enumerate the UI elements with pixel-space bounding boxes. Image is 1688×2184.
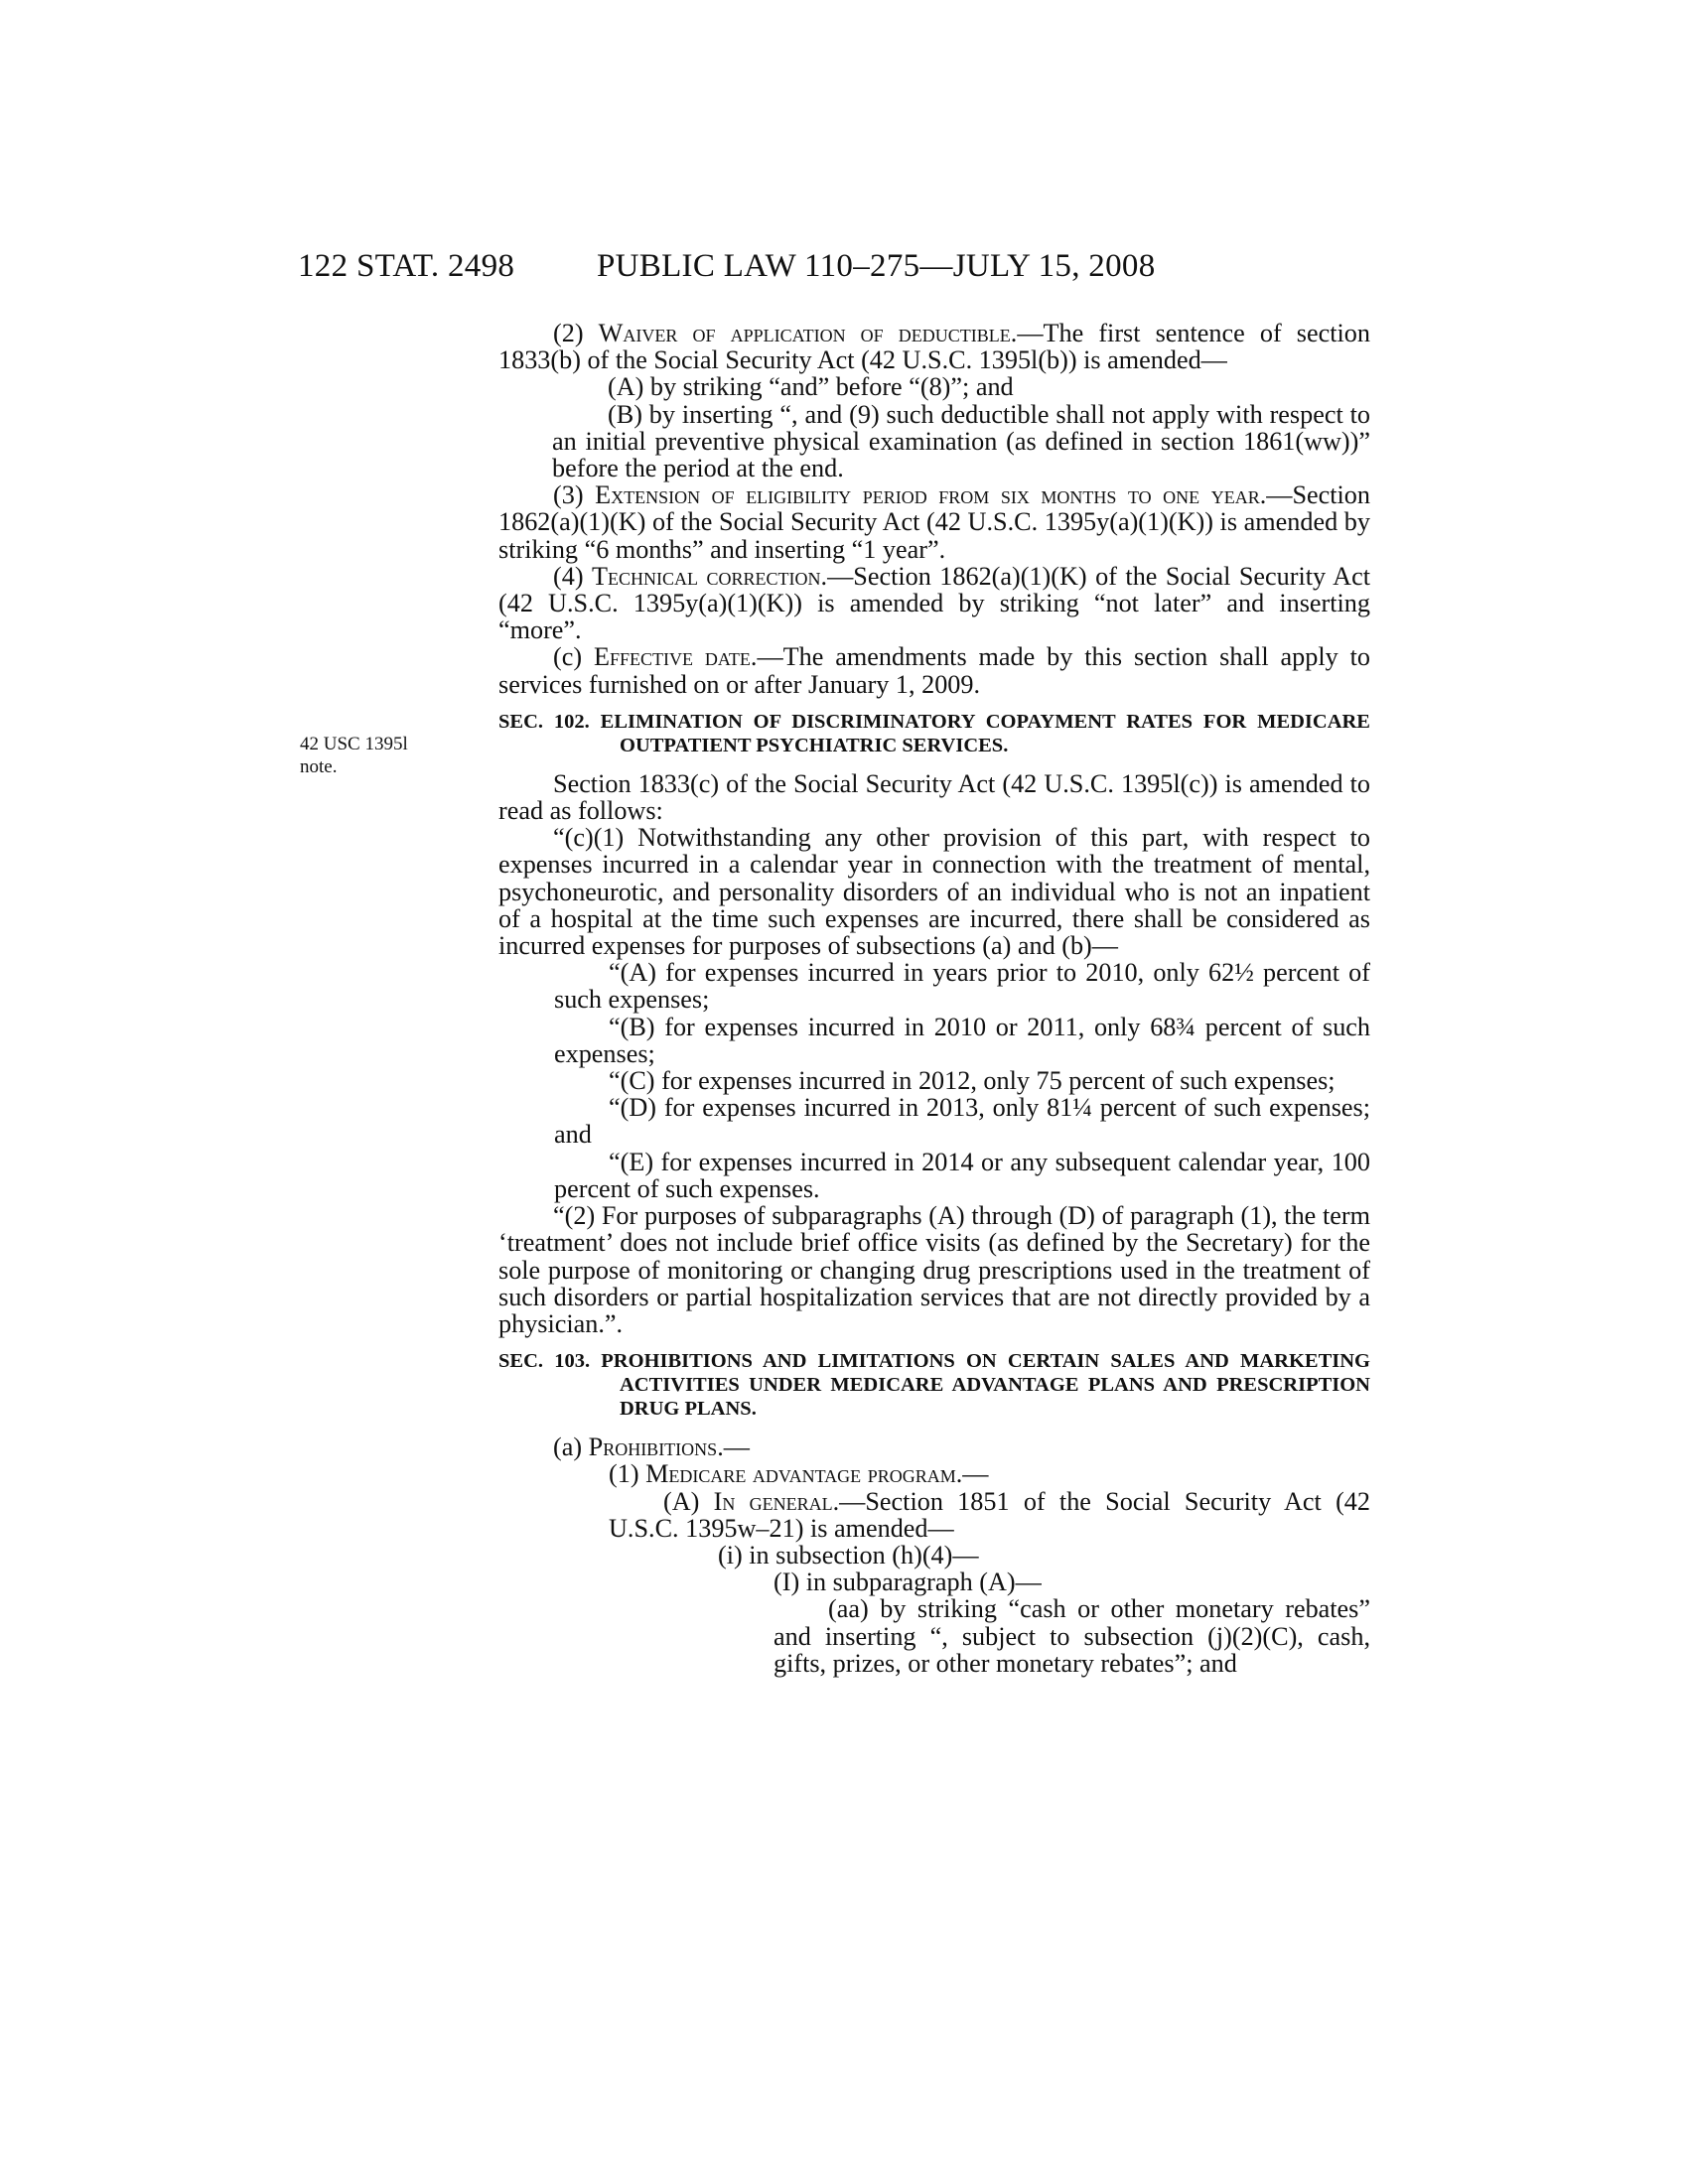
para-text: .—Section 1851 of the Social Security Act (42 U.S.C. 1395w–21) is amended— (609, 1486, 1370, 1543)
para-text: .— (717, 1433, 750, 1462)
para-number: (c) (553, 642, 594, 672)
para-number: (3) (553, 480, 596, 510)
para-number: (a) (553, 1433, 589, 1462)
paragraph-c1-b: “(B) for expenses incurred in 2010 or 2011, only 68¾ percent of such expenses; (554, 1012, 1370, 1068)
para-heading: Prohibitions (588, 1433, 718, 1462)
para-number: (A) (663, 1486, 714, 1516)
paragraph-c1-d: “(D) for expenses incurred in 2013, only 81¼ percent of such expenses; and (554, 1093, 1370, 1150)
running-header-title: PUBLIC LAW 110–275—JULY 15, 2008 (597, 248, 1156, 284)
para-number: (4) (553, 561, 593, 591)
para-number: (2) (553, 319, 599, 347)
document-body (498, 320, 1370, 1677)
paragraph-subparagraph-a: (I) in subparagraph (A)— (774, 1568, 1042, 1597)
paragraph-subsection-h4: (i) in subsection (h)(4)— (718, 1540, 979, 1570)
para-heading: In general (713, 1486, 833, 1516)
paragraph-c1: “(c)(1) Notwithstanding any other provision of this part, with respect to expenses incurred in a calendar year in connection with the treatment of mental, psychoneurotic, and personality disorders of an individual who is not an inpatient of a hospital at the time such expenses are incurred, there shall be considered as incurred expenses for purposes of subsections (a) and (b)— (498, 823, 1370, 961)
para-heading: Waiver of application of deductible (598, 319, 1011, 347)
para-text: .— (955, 1459, 989, 1489)
paragraph-c1-c: “(C) for expenses incurred in 2012, only 75 percent of such expenses; (609, 1066, 1336, 1096)
page-number: 122 STAT. 2498 (298, 248, 515, 284)
margin-note-label: note. (300, 756, 338, 777)
margin-note (300, 733, 408, 778)
paragraph-c1-a: “(A) for expenses incurred in years prior to 2010, only 62½ percent of such expenses; (554, 958, 1370, 1015)
para-heading: Technical correction (592, 561, 821, 591)
para-text: .—Section 1862(a)(1)(K) of the Social Security Act (42 U.S.C. 1395y(a)(1)(K)) is amended by striking “not later” and inserting “more”. (498, 561, 1370, 645)
para-heading: Medicare advantage program (645, 1459, 956, 1489)
paragraph-clause-b: (B) by inserting “, and (9) such deductible shall not apply with respect to an initial preventive physical examination (as defined in section 1861(ww))” before the period at the end. (552, 399, 1370, 483)
paragraph-medicare-advantage (498, 1460, 1370, 1487)
para-number: (1) (609, 1459, 646, 1489)
paragraph-effective-date (498, 643, 1370, 697)
para-heading: Extension of eligibility period from six months to one year (595, 480, 1260, 510)
paragraph-clause-a: (A) by striking “and” before “(8)”; and (608, 372, 1014, 402)
paragraph-prohibitions (498, 1433, 1370, 1460)
paragraph-technical-correction (498, 563, 1370, 644)
margin-note-citation: 42 USC 1395l (300, 734, 408, 754)
para-text: .—The first sentence of section 1833(b) of the Social Security Act (42 U.S.C. 1395l(b)) is amended— (498, 319, 1370, 375)
paragraph-c1-e: “(E) for expenses incurred in 2014 or any subsequent calendar year, 100 percent of such expenses. (554, 1147, 1370, 1203)
para-text: .—Section 1862(a)(1)(K) of the Social Security Act (42 U.S.C. 1395y(a)(1)(K)) is amended by striking “6 months” and inserting “1 year”. (498, 480, 1370, 564)
section-heading-102: SEC. 102. ELIMINATION OF DISCRIMINATORY COPAYMENT RATES FOR MEDICARE OUTPATIENT PSYCHIATRIC SERVICES. (498, 710, 1370, 756)
paragraph-section-1833c: Section 1833(c) of the Social Security Act (42 U.S.C. 1395l(c)) is amended to read as follows: (498, 768, 1370, 826)
section-heading-103: SEC. 103. PROHIBITIONS AND LIMITATIONS ON CERTAIN SALES AND MARKETING ACTIVITIES UNDER MEDICARE ADVANTAGE PLANS AND PRESCRIPTION DRUG PLANS. (498, 1350, 1370, 1421)
para-text: .—The amendments made by this section shall apply to services furnished on or after January 1, 2009. (498, 642, 1370, 699)
para-heading: Effective date (593, 642, 751, 672)
paragraph-in-general (498, 1488, 1370, 1542)
paragraph-extension-eligibility (498, 481, 1370, 563)
paragraph-c2: “(2) For purposes of subparagraphs (A) through (D) of paragraph (1), the term ‘treatment’ does not include brief office visits (as defined by the Secretary) for the sole purpose of monitoring or changing drug prescriptions used in the treatment of such disorders or partial hospitalization services that are not directly provided by a physician.”. (498, 1201, 1370, 1338)
paragraph-waiver-deductible (498, 320, 1370, 373)
paragraph-item-aa: (aa) by striking “cash or other monetary rebates” and inserting “, subject to subsection (j)(2)(C), cash, gifts, prizes, or other monetary rebates”; and (774, 1594, 1370, 1678)
